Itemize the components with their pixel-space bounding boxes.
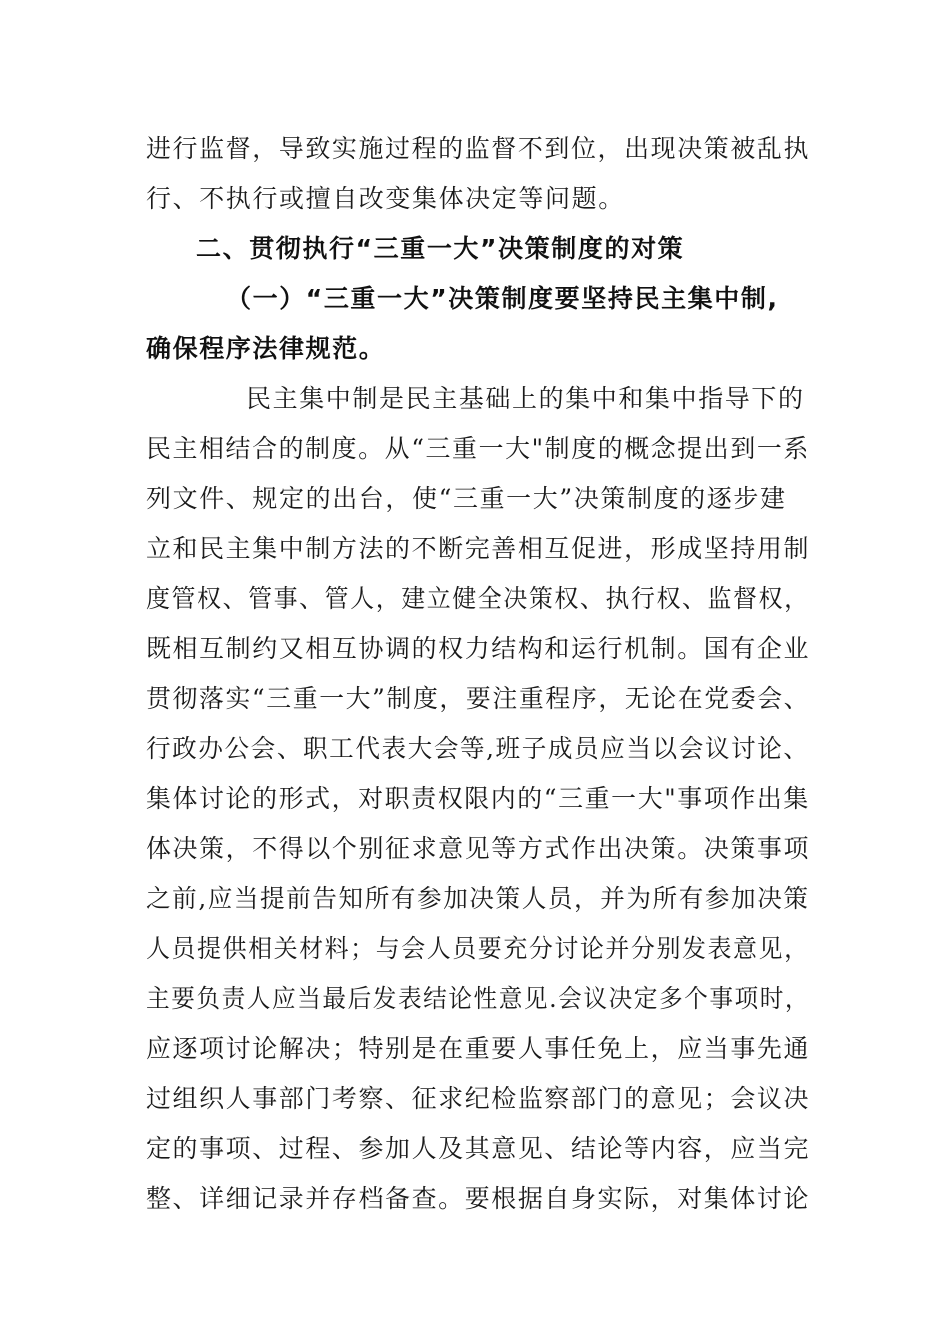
paragraph-line: 贯彻落实“三重一大”制度，要注重程序，无论在党委会、 [146, 684, 811, 713]
paragraph-line: 整、详细记录并存档备查。要根据自身实际，对集体讨论 [146, 1184, 811, 1213]
subsection-heading: （一）“三重一大”决策制度要坚持民主集中制, [226, 284, 779, 313]
paragraph-line: 列文件、规定的出台，使“三重一大”决策制度的逐步建 [146, 484, 787, 513]
paragraph-line: 度管权、管事、管人，建立健全决策权、执行权、监督权， [146, 584, 810, 613]
paragraph-line: 应逐项讨论解决；特别是在重要人事任免上，应当事先通 [146, 1034, 811, 1063]
paragraph-line: 既相互制约又相互协调的权力结构和运行机制。国有企业 [146, 634, 811, 663]
paragraph-line: 民主相结合的制度。从“三重一大"制度的概念提出到一系 [146, 434, 810, 463]
section-heading: 二、贯彻执行“三重一大”决策制度的对策 [196, 234, 685, 263]
paragraph-line: 立和民主集中制方法的不断完善相互促进，形成坚持用制 [146, 534, 811, 563]
paragraph-line: 主要负责人应当最后发表结论性意见.会议决定多个事项时， [146, 984, 811, 1013]
paragraph-line: 集体讨论的形式，对职责权限内的“三重一大"事项作出集 [146, 784, 810, 813]
paragraph-line: 行政办公会、职工代表大会等,班子成员应当以会议讨论、 [146, 734, 810, 763]
paragraph-line: 定的事项、过程、参加人及其意见、结论等内容，应当完 [146, 1134, 811, 1163]
paragraph-line: 民主集中制是民主基础上的集中和集中指导下的 [246, 384, 805, 413]
paragraph-line: 体决策，不得以个别征求意见等方式作出决策。决策事项 [146, 834, 811, 863]
paragraph-line: 之前,应当提前告知所有参加决策人员，并为所有参加决策 [146, 884, 810, 913]
paragraph-line: 过组织人事部门考察、征求纪检监察部门的意见；会议决 [146, 1084, 811, 1113]
paragraph-line: 行、不执行或擅自改变集体决定等问题。 [146, 184, 625, 213]
paragraph-line: 人员提供相关材料；与会人员要充分讨论并分别发表意见， [146, 934, 810, 963]
paragraph-line: 进行监督，导致实施过程的监督不到位，出现决策被乱执 [146, 134, 811, 163]
subsection-heading: 确保程序法律规范。 [146, 334, 386, 363]
